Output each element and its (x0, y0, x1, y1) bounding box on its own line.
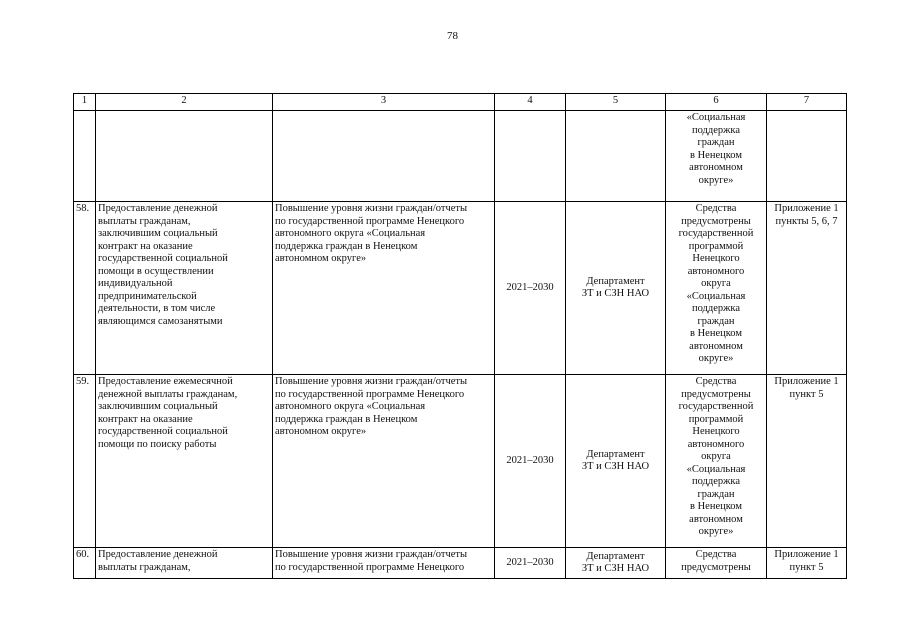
cell-result (273, 548, 495, 579)
text-line: ЗТ и СЗН НАО (581, 461, 650, 472)
text-line: в Ненецком (690, 149, 742, 161)
text-line: округе» (698, 526, 734, 537)
header-col-3: 3 (273, 94, 495, 111)
text-line: автономном округе» (275, 253, 367, 264)
text-line: деятельности, в том числе (98, 303, 216, 314)
text-line: поддержка граждан в Ненецком (275, 240, 418, 252)
text-line: государственной (678, 401, 754, 412)
text-line: заключившим социальный (98, 228, 218, 239)
text-line: округа (701, 451, 731, 462)
text-line: пункт 5 (789, 561, 824, 573)
text-line: Средства (695, 549, 737, 560)
text-line: Средства (695, 203, 737, 214)
text-line: заключившим социальный (98, 401, 218, 412)
text-line: автономном (689, 513, 743, 525)
text-line: по государственной программе Ненецкого (275, 561, 465, 573)
cell-executor (566, 202, 666, 375)
text-line: помощи в осуществлении (98, 265, 214, 277)
cell-executor (566, 548, 666, 579)
text-line: являющимся самозанятыми (98, 315, 223, 327)
cell-funding (666, 202, 767, 375)
text-line: помощи по поиску работы (98, 438, 217, 450)
header-col-1: 1 (74, 94, 96, 111)
cell-funding-continuation (666, 111, 767, 202)
text-line: Департамент (586, 550, 645, 562)
cell-action (96, 202, 273, 375)
cell-reference (767, 548, 847, 579)
text-line: Повышение уровня жизни граждан/отчеты (275, 203, 468, 214)
text-line: по государственной программе Ненецкого (275, 215, 465, 227)
header-col-6: 6 (666, 94, 767, 111)
text-line: автономном (689, 340, 743, 352)
text-line: денежной выплаты гражданам, (98, 388, 238, 400)
text-line: граждан (697, 315, 735, 327)
cell-empty (96, 111, 273, 202)
text-line: поддержка (691, 476, 741, 487)
cell-result (273, 375, 495, 548)
text-line: ЗТ и СЗН НАО (581, 563, 650, 574)
text-line: пункт 5 (789, 388, 824, 400)
text-line: пункты 5, 6, 7 (775, 215, 838, 227)
text-line: ЗТ и СЗН НАО (581, 288, 650, 299)
measures-table (73, 93, 847, 579)
text-line: граждан (697, 137, 735, 148)
cell-executor (566, 375, 666, 548)
text-line: государственной социальной (98, 426, 228, 437)
cell-empty (273, 111, 495, 202)
text-line: в Ненецком (690, 501, 742, 512)
cell-empty (566, 111, 666, 202)
text-line: автономного округа «Социальная (275, 228, 426, 239)
cell-number: 60. (74, 548, 96, 579)
cell-period: 2021–2030 (495, 202, 566, 375)
cell-result (273, 202, 495, 375)
text-line: автономного (687, 265, 745, 277)
cell-funding (666, 548, 767, 579)
text-line: автономного округа «Социальная (275, 401, 426, 412)
cell-funding (666, 375, 767, 548)
table-row (74, 548, 847, 579)
header-col-5: 5 (566, 94, 666, 111)
text-line: государственной социальной (98, 253, 228, 264)
cell-period: 2021–2030 (495, 548, 566, 579)
text-line: округе» (698, 353, 734, 364)
text-line: Ненецкого (692, 426, 740, 437)
text-line: программой (688, 413, 744, 425)
text-line: автономном округе» (275, 426, 367, 437)
cell-action (96, 375, 273, 548)
cell-empty (767, 111, 847, 202)
text-line: Приложение 1 (774, 203, 839, 214)
text-line: поддержка граждан в Ненецком (275, 413, 418, 425)
text-line: Повышение уровня жизни граждан/отчеты (275, 549, 468, 560)
text-line: граждан (697, 488, 735, 500)
text-line: предусмотрены (681, 561, 751, 573)
cell-number: 59. (74, 375, 96, 548)
text-line: выплаты гражданам, (98, 561, 191, 573)
cell-reference (767, 202, 847, 375)
header-col-4: 4 (495, 94, 566, 111)
text-line: поддержка (691, 303, 741, 314)
text-line: Предоставление денежной (98, 203, 218, 214)
text-line: индивидуальной (98, 278, 173, 289)
text-line: по государственной программе Ненецкого (275, 388, 465, 400)
cell-empty (74, 111, 96, 202)
text-line: выплаты гражданам, (98, 215, 191, 227)
text-line: «Социальная (686, 463, 746, 475)
text-line: Средства (695, 376, 737, 387)
cell-reference (767, 375, 847, 548)
cell-action (96, 548, 273, 579)
text-line: предусмотрены (681, 388, 751, 400)
page-number: 78 (447, 30, 458, 42)
text-line: округе» (698, 174, 734, 186)
cell-number: 58. (74, 202, 96, 375)
text-line: округа (701, 278, 731, 289)
text-line: Предоставление денежной (98, 549, 218, 560)
text-line: поддержка (691, 124, 741, 136)
text-line: Департамент (586, 448, 645, 460)
text-line: в Ненецком (690, 328, 742, 339)
text-line: предусмотрены (681, 215, 751, 227)
text-line: Ненецкого (692, 253, 740, 264)
table-row-continuation (74, 111, 847, 202)
text-line: Приложение 1 (774, 549, 839, 560)
text-line: Департамент (586, 275, 645, 287)
text-line: Повышение уровня жизни граждан/отчеты (275, 376, 468, 387)
cell-period: 2021–2030 (495, 375, 566, 548)
text-line: контракт на оказание (98, 240, 193, 252)
text-line: «Социальная (686, 112, 746, 123)
text-line: контракт на оказание (98, 413, 193, 425)
text-line: программой (688, 240, 744, 252)
text-line: Приложение 1 (774, 376, 839, 387)
header-col-7: 7 (767, 94, 847, 111)
table-row (74, 375, 847, 548)
text-line: государственной (678, 228, 754, 239)
table-row (74, 202, 847, 375)
text-line: Предоставление ежемесячной (98, 376, 233, 387)
header-col-2: 2 (96, 94, 273, 111)
text-line: автономного (687, 438, 745, 450)
header-row (74, 94, 847, 111)
cell-empty (495, 111, 566, 202)
text-line: предпринимательской (98, 290, 197, 302)
text-line: автономном (689, 162, 743, 173)
text-line: «Социальная (686, 290, 746, 302)
